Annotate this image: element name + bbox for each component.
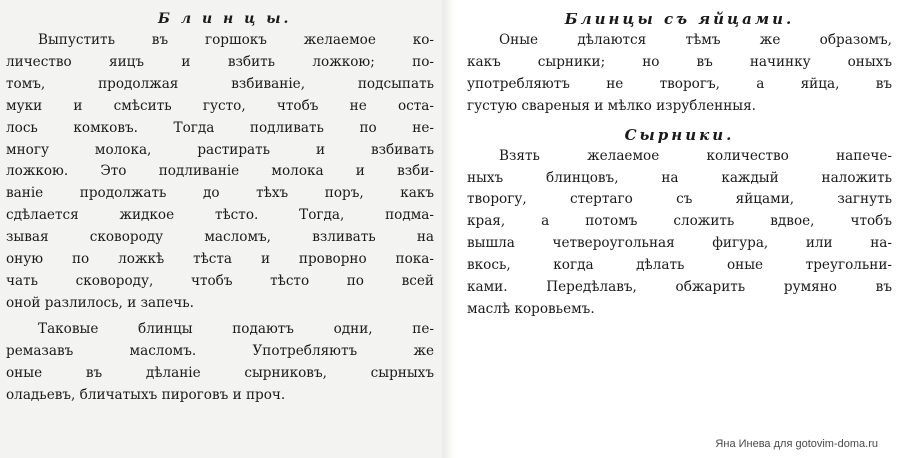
watermark: Яна Инева для gotovim-doma.ru — [715, 438, 878, 450]
text-line: Таковые блинцы подаютъ одни, пе- — [38, 320, 434, 337]
text-line: сдѣлается жидкое тѣсто. Тогда, подма- — [6, 207, 434, 224]
text-line: томъ, продолжая взбиваніе, подсыпать — [6, 75, 434, 92]
text-line: оной разлилось, и запечь. — [6, 294, 194, 311]
text-line: чать сковороду, чтобъ тѣсто по всей — [6, 272, 434, 289]
text-line: ныхъ блинцовъ, на каждый наложить — [467, 169, 892, 186]
text-line: густую свареныя и мѣлко изрубленныя. — [467, 97, 756, 114]
text-line: лось комковъ. Тогда подливать по не- — [6, 119, 434, 136]
text-line: муки и смѣсить густо, чтобъ не оста- — [6, 97, 434, 114]
left-page-title: Б л и н ц ы. — [158, 11, 292, 27]
text-line: какъ сырники; но въ начинку оныхъ — [467, 53, 892, 70]
text-line: Взять желаемое количество напече- — [499, 147, 892, 164]
text-line: ками. Передѣлавъ, обжарить румяно въ — [467, 279, 892, 296]
right-page-title-1: Блинцы съ яйцами. — [564, 10, 795, 28]
right-page — [455, 0, 900, 458]
text-line: маслѣ коровьемъ. — [467, 300, 595, 317]
text-line: личество яицъ и взбить ложкою; по- — [6, 53, 434, 70]
left-page — [0, 0, 442, 458]
text-line: края, а потомъ сложить вдвое, чтобъ — [467, 213, 892, 230]
right-section-2 — [467, 146, 892, 321]
text-line: ремазавъ масломъ. Употребляютъ же — [6, 342, 434, 359]
text-line: вкось, когда дѣлать оные треугольни- — [467, 257, 892, 274]
text-line: вышла четвероугольная фигура, или на- — [467, 235, 892, 252]
text-line: ваніе продолжать до тѣхъ поръ, какъ — [6, 185, 434, 202]
text-line: оную по ложкѣ тѣста и проворно пока- — [6, 251, 434, 268]
page-gutter — [442, 0, 455, 458]
text-line: оладьевъ, бличатыхъ пироговъ и проч. — [6, 386, 286, 403]
right-section-1 — [467, 30, 892, 118]
text-line: Оные дѣлаются тѣмъ же образомъ, — [499, 32, 892, 48]
text-line: Выпустить въ горшокъ желаемое ко- — [38, 32, 434, 48]
left-paragraph-2 — [6, 319, 434, 407]
right-page-title-2: Сырники. — [624, 125, 735, 144]
text-line: зывая сковороду масломъ, взливать на — [6, 229, 434, 246]
text-line: творогу, стертаго съ яйцами, загнуть — [467, 191, 892, 208]
text-line: употребляютъ не творогъ, а яйца, въ — [467, 75, 892, 92]
text-line: оные въ дѣланіе сырниковъ, сырныхъ — [6, 364, 434, 381]
left-paragraph-1 — [6, 30, 434, 315]
text-line: многу молока, растирать и взбивать — [6, 141, 434, 158]
text-line: ложкою. Это подливаніе молока и взби- — [6, 163, 434, 180]
